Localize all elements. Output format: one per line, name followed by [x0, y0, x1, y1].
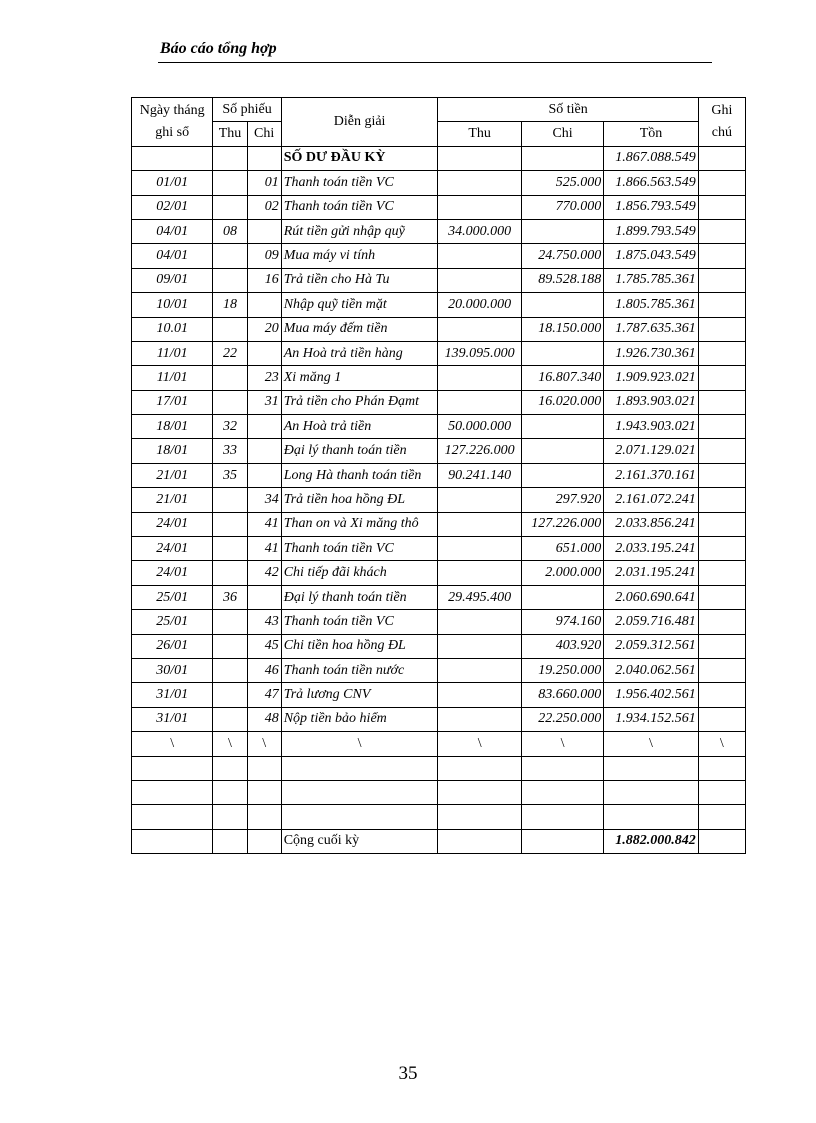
cell-thu-no	[213, 195, 247, 219]
cell-chi-no	[247, 439, 281, 463]
cell-chi	[521, 219, 603, 243]
cell-chi-no: 47	[247, 683, 281, 707]
cell-chi-no: 16	[247, 268, 281, 292]
cell-thu-no	[213, 658, 247, 682]
cell-thu: 127.226.000	[438, 439, 521, 463]
closing-ton: 1.882.000.842	[604, 829, 698, 853]
cell-date: 31/01	[132, 707, 213, 731]
cell-thu: 139.095.000	[438, 341, 521, 365]
header-voucher-thu: Thu	[213, 122, 247, 146]
cash-ledger-table	[131, 97, 746, 854]
cell-chi-no: 43	[247, 610, 281, 634]
cell-ton: 1.899.793.549	[604, 219, 698, 243]
cell-date: 21/01	[132, 463, 213, 487]
cell-chi	[521, 439, 603, 463]
cell-note	[698, 268, 745, 292]
table-row	[132, 195, 746, 219]
cell-chi: 24.750.000	[521, 244, 603, 268]
cell-thu	[438, 658, 521, 682]
cell-note	[698, 488, 745, 512]
cell-ton: 1.856.793.549	[604, 195, 698, 219]
cell-chi: 974.160	[521, 610, 603, 634]
cell-date: 18/01	[132, 439, 213, 463]
cell-ton: 2.059.312.561	[604, 634, 698, 658]
table-row	[132, 415, 746, 439]
cell-chi: 16.020.000	[521, 390, 603, 414]
cell-chi-no	[247, 463, 281, 487]
cell-chi-no: 01	[247, 171, 281, 195]
cell-desc: Rút tiền gửi nhập quỹ	[281, 219, 438, 243]
cell-date: 31/01	[132, 683, 213, 707]
cell-chi-no: 31	[247, 390, 281, 414]
cell-chi-no: 48	[247, 707, 281, 731]
cell-date: 21/01	[132, 488, 213, 512]
cell-date: 24/01	[132, 512, 213, 536]
table-row	[132, 585, 746, 609]
cell-desc: Long Hà thanh toán tiền	[281, 463, 438, 487]
cell-desc: Chi tiền hoa hồng ĐL	[281, 634, 438, 658]
header-amount: Số tiền	[438, 98, 698, 122]
opening-balance-row	[132, 146, 746, 170]
cell-note	[698, 219, 745, 243]
cell-date: 10.01	[132, 317, 213, 341]
cell-chi-no: 45	[247, 634, 281, 658]
header-voucher-chi: Chi	[247, 122, 281, 146]
cell-note	[698, 415, 745, 439]
cell-note	[698, 341, 745, 365]
table-row	[132, 683, 746, 707]
cell-ton: 2.060.690.641	[604, 585, 698, 609]
cell-chi-no: 42	[247, 561, 281, 585]
cell-thu-no	[213, 512, 247, 536]
separator-cell: \	[132, 732, 213, 756]
cell-thu: 90.241.140	[438, 463, 521, 487]
cell-note	[698, 244, 745, 268]
cell-thu-no	[213, 244, 247, 268]
cell-thu	[438, 488, 521, 512]
cell-desc: Trả lương CNV	[281, 683, 438, 707]
cell-note	[698, 463, 745, 487]
empty-row	[132, 780, 746, 804]
table-row	[132, 317, 746, 341]
cell-thu: 34.000.000	[438, 219, 521, 243]
cell-chi: 403.920	[521, 634, 603, 658]
header-note: Ghi chú	[698, 98, 745, 147]
cell-chi: 2.000.000	[521, 561, 603, 585]
cell-note	[698, 707, 745, 731]
table-row	[132, 366, 746, 390]
empty-row	[132, 756, 746, 780]
cell-date: 04/01	[132, 244, 213, 268]
cell-ton: 1.805.785.361	[604, 293, 698, 317]
closing-desc: Cộng cuối kỳ	[281, 829, 438, 853]
cell-chi-no: 02	[247, 195, 281, 219]
table-row	[132, 658, 746, 682]
cell-thu: 29.495.400	[438, 585, 521, 609]
separator-cell: \	[604, 732, 698, 756]
table-row	[132, 707, 746, 731]
cell-ton: 2.071.129.021	[604, 439, 698, 463]
cell-note	[698, 537, 745, 561]
cell-desc: Thanh toán tiền VC	[281, 610, 438, 634]
cell-chi: 19.250.000	[521, 658, 603, 682]
cell-thu-no: 36	[213, 585, 247, 609]
table-row	[132, 463, 746, 487]
cell-chi-no	[247, 415, 281, 439]
cell-ton: 1.787.635.361	[604, 317, 698, 341]
cell-thu-no	[213, 683, 247, 707]
header-date: Ngày tháng ghi sổ	[132, 98, 213, 147]
header-amount-chi: Chi	[521, 122, 603, 146]
cell-ton: 2.161.370.161	[604, 463, 698, 487]
cell-date: 30/01	[132, 658, 213, 682]
cell-chi: 18.150.000	[521, 317, 603, 341]
page-header	[158, 38, 712, 63]
cell-note	[698, 390, 745, 414]
cell-chi: 83.660.000	[521, 683, 603, 707]
cell-note	[698, 634, 745, 658]
cell-chi: 651.000	[521, 537, 603, 561]
separator-cell: \	[281, 732, 438, 756]
cell-thu	[438, 268, 521, 292]
header-title: Báo cáo tổng hợp	[160, 40, 277, 57]
opening-ton: 1.867.088.549	[604, 146, 698, 170]
cell-thu	[438, 244, 521, 268]
cell-note	[698, 171, 745, 195]
cell-ton: 2.033.195.241	[604, 537, 698, 561]
cell-chi-no	[247, 585, 281, 609]
cell-chi	[521, 463, 603, 487]
table-row	[132, 488, 746, 512]
header-amount-ton: Tồn	[604, 122, 698, 146]
cell-ton: 1.909.923.021	[604, 366, 698, 390]
cell-date: 25/01	[132, 610, 213, 634]
cell-chi	[521, 341, 603, 365]
cell-ton: 2.059.716.481	[604, 610, 698, 634]
cell-desc: Trả tiền cho Hà Tu	[281, 268, 438, 292]
cell-desc: Than on và Xi măng thô	[281, 512, 438, 536]
cell-ton: 2.161.072.241	[604, 488, 698, 512]
cell-thu-no: 08	[213, 219, 247, 243]
cell-desc: Thanh toán tiền VC	[281, 537, 438, 561]
table-row	[132, 171, 746, 195]
cell-thu-no: 18	[213, 293, 247, 317]
separator-cell: \	[521, 732, 603, 756]
cell-thu-no	[213, 610, 247, 634]
cell-desc: Đại lý thanh toán tiền	[281, 439, 438, 463]
cell-thu	[438, 195, 521, 219]
table-row	[132, 634, 746, 658]
cell-desc: Trả tiền cho Phán Đạmt	[281, 390, 438, 414]
cell-thu-no: 35	[213, 463, 247, 487]
separator-row	[132, 732, 746, 756]
cell-ton: 1.893.903.021	[604, 390, 698, 414]
cell-chi-no: 09	[247, 244, 281, 268]
cell-chi-no: 23	[247, 366, 281, 390]
cell-thu: 50.000.000	[438, 415, 521, 439]
cell-thu-no	[213, 537, 247, 561]
table-row	[132, 244, 746, 268]
cell-date: 24/01	[132, 537, 213, 561]
cell-desc: An Hoà trả tiền	[281, 415, 438, 439]
cell-date: 04/01	[132, 219, 213, 243]
cell-thu	[438, 171, 521, 195]
cell-chi-no: 41	[247, 537, 281, 561]
cell-chi-no	[247, 293, 281, 317]
cell-date: 26/01	[132, 634, 213, 658]
cell-note	[698, 561, 745, 585]
cell-ton: 1.875.043.549	[604, 244, 698, 268]
cell-desc: Mua máy vi tính	[281, 244, 438, 268]
cell-date: 02/01	[132, 195, 213, 219]
table-row	[132, 439, 746, 463]
table-row	[132, 293, 746, 317]
cell-thu-no	[213, 707, 247, 731]
table-row	[132, 341, 746, 365]
cell-thu-no	[213, 317, 247, 341]
header-voucher: Số phiếu	[213, 98, 281, 122]
cell-desc: Nộp tiền bảo hiểm	[281, 707, 438, 731]
cell-thu-no	[213, 366, 247, 390]
cell-note	[698, 439, 745, 463]
cell-thu-no	[213, 488, 247, 512]
cell-thu	[438, 610, 521, 634]
cell-thu	[438, 561, 521, 585]
cell-note	[698, 293, 745, 317]
cell-ton: 2.031.195.241	[604, 561, 698, 585]
cell-desc: Nhập quỹ tiền mặt	[281, 293, 438, 317]
cell-thu-no	[213, 634, 247, 658]
table-row	[132, 561, 746, 585]
cell-note	[698, 317, 745, 341]
cell-chi: 89.528.188	[521, 268, 603, 292]
cell-ton: 1.956.402.561	[604, 683, 698, 707]
cell-chi: 297.920	[521, 488, 603, 512]
header-amount-thu: Thu	[438, 122, 521, 146]
empty-row	[132, 805, 746, 829]
cell-thu-no: 33	[213, 439, 247, 463]
cell-date: 25/01	[132, 585, 213, 609]
table-row	[132, 512, 746, 536]
cell-thu: 20.000.000	[438, 293, 521, 317]
header-row-2	[132, 122, 746, 146]
cell-thu-no	[213, 390, 247, 414]
cell-desc: Xi măng 1	[281, 366, 438, 390]
cell-note	[698, 658, 745, 682]
cell-ton: 1.866.563.549	[604, 171, 698, 195]
cell-note	[698, 195, 745, 219]
cell-date: 11/01	[132, 366, 213, 390]
cell-ton: 1.943.903.021	[604, 415, 698, 439]
cell-chi-no: 34	[247, 488, 281, 512]
opening-desc: SỐ DƯ ĐẦU KỲ	[281, 146, 438, 170]
cell-desc: Thanh toán tiền nước	[281, 658, 438, 682]
cell-chi: 16.807.340	[521, 366, 603, 390]
cell-date: 10/01	[132, 293, 213, 317]
cell-chi	[521, 585, 603, 609]
cell-ton: 2.033.856.241	[604, 512, 698, 536]
cell-chi: 770.000	[521, 195, 603, 219]
table-row	[132, 537, 746, 561]
cell-thu	[438, 390, 521, 414]
cell-note	[698, 512, 745, 536]
cell-note	[698, 366, 745, 390]
cell-chi-no: 46	[247, 658, 281, 682]
page-number: 35	[398, 1063, 418, 1084]
cell-desc: Mua máy đếm tiền	[281, 317, 438, 341]
cell-desc: Thanh toán tiền VC	[281, 195, 438, 219]
table-row	[132, 219, 746, 243]
cell-desc: Đại lý thanh toán tiền	[281, 585, 438, 609]
cell-ton: 1.785.785.361	[604, 268, 698, 292]
cell-date: 24/01	[132, 561, 213, 585]
cell-desc: Chi tiếp đãi khách	[281, 561, 438, 585]
separator-cell: \	[247, 732, 281, 756]
cell-thu	[438, 366, 521, 390]
cell-chi-no: 41	[247, 512, 281, 536]
cell-thu	[438, 683, 521, 707]
cell-thu	[438, 512, 521, 536]
separator-cell: \	[698, 732, 745, 756]
cell-date: 09/01	[132, 268, 213, 292]
cell-thu	[438, 317, 521, 341]
cell-thu-no	[213, 268, 247, 292]
cell-thu-no	[213, 561, 247, 585]
cell-thu-no	[213, 171, 247, 195]
cell-note	[698, 683, 745, 707]
cell-date: 17/01	[132, 390, 213, 414]
cell-chi-no	[247, 219, 281, 243]
cell-desc: Trả tiền hoa hồng ĐL	[281, 488, 438, 512]
cell-ton: 1.934.152.561	[604, 707, 698, 731]
cell-desc: An Hoà trả tiền hàng	[281, 341, 438, 365]
cell-chi-no: 20	[247, 317, 281, 341]
cell-date: 11/01	[132, 341, 213, 365]
cell-note	[698, 585, 745, 609]
cell-chi: 22.250.000	[521, 707, 603, 731]
cell-date: 18/01	[132, 415, 213, 439]
header-row-1	[132, 98, 746, 122]
cell-ton: 2.040.062.561	[604, 658, 698, 682]
separator-cell: \	[438, 732, 521, 756]
table-row	[132, 390, 746, 414]
cell-date: 01/01	[132, 171, 213, 195]
cell-ton: 1.926.730.361	[604, 341, 698, 365]
cell-chi-no	[247, 341, 281, 365]
closing-balance-row	[132, 829, 746, 853]
table-row	[132, 268, 746, 292]
header-desc: Diễn giải	[281, 98, 438, 147]
cell-desc: Thanh toán tiền VC	[281, 171, 438, 195]
cell-thu	[438, 634, 521, 658]
cell-chi: 525.000	[521, 171, 603, 195]
table-row	[132, 610, 746, 634]
cell-thu-no: 22	[213, 341, 247, 365]
separator-cell: \	[213, 732, 247, 756]
cell-thu	[438, 707, 521, 731]
cell-thu-no: 32	[213, 415, 247, 439]
cell-chi: 127.226.000	[521, 512, 603, 536]
cell-chi	[521, 293, 603, 317]
cell-note	[698, 610, 745, 634]
cell-chi	[521, 415, 603, 439]
cell-thu	[438, 537, 521, 561]
